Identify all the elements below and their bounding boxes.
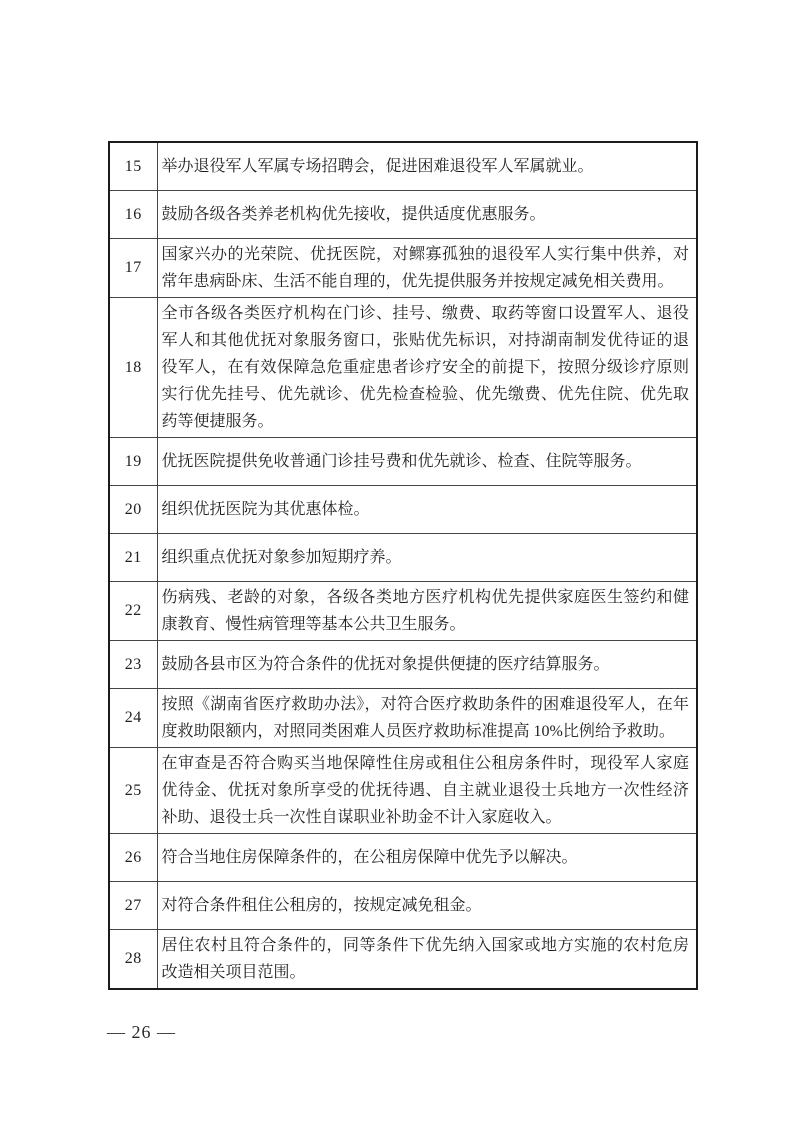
table-row [109,142,697,190]
row-number: 20 [109,485,157,533]
table-row [109,581,697,640]
row-text: 全市各级各类医疗机构在门诊、挂号、缴费、取药等窗口设置军人、退役军人和其他优抚对象服务窗口，张贴优先标识，对持湖南制发优待证的退役军人，在有效保障急危重症患者诊疗安全的前提下，按照分级诊疗原则实行优先挂号、优先就诊、优先检查检验、优先缴费、优先住院、优先取药等便捷服务。 [157,297,697,437]
row-number: 18 [109,297,157,437]
row-text: 举办退役军人军属专场招聘会，促进困难退役军人军属就业。 [157,142,697,190]
table-row [109,238,697,297]
row-text: 优抚医院提供免收普通门诊挂号费和优先就诊、检查、住院等服务。 [157,437,697,485]
row-number: 23 [109,640,157,688]
row-number: 16 [109,190,157,238]
row-text: 国家兴办的光荣院、优抚医院，对鳏寡孤独的退役军人实行集中供养，对常年患病卧床、生活不能自理的，优先提供服务并按规定减免相关费用。 [157,238,697,297]
row-number: 26 [109,833,157,881]
table-row [109,437,697,485]
row-text: 伤病残、老龄的对象，各级各类地方医疗机构优先提供家庭医生签约和健康教育、慢性病管理等基本公共卫生服务。 [157,581,697,640]
row-number: 28 [109,929,157,989]
table-row [109,688,697,747]
table-row [109,747,697,833]
row-number: 25 [109,747,157,833]
row-number: 15 [109,142,157,190]
row-text: 鼓励各县市区为符合条件的优抚对象提供便捷的医疗结算服务。 [157,640,697,688]
row-number: 19 [109,437,157,485]
row-number: 27 [109,881,157,929]
row-text: 对符合条件租住公租房的，按规定减免租金。 [157,881,697,929]
row-text: 在审查是否符合购买当地保障性住房或租住公租房条件时，现役军人家庭优待金、优抚对象所享受的优抚待遇、自主就业退役士兵地方一次性经济补助、退役士兵一次性自谋职业补助金不计入家庭收入。 [157,747,697,833]
row-number: 17 [109,238,157,297]
table-row [109,833,697,881]
benefits-table [108,141,698,990]
row-text: 组织优抚医院为其优惠体检。 [157,485,697,533]
table-row [109,640,697,688]
table-row [109,533,697,581]
row-number: 22 [109,581,157,640]
table-row [109,485,697,533]
page-number: — 26 — [107,1022,176,1042]
table-row [109,881,697,929]
row-text: 居住农村且符合条件的，同等条件下优先纳入国家或地方实施的农村危房改造相关项目范围。 [157,929,697,989]
row-text: 组织重点优抚对象参加短期疗养。 [157,533,697,581]
row-text: 鼓励各级各类养老机构优先接收，提供适度优惠服务。 [157,190,697,238]
row-number: 21 [109,533,157,581]
row-number: 24 [109,688,157,747]
row-text: 按照《湖南省医疗救助办法》，对符合医疗救助条件的困难退役军人，在年度救助限额内，对照同类困难人员医疗救助标准提高 10%比例给予救助。 [157,688,697,747]
table-row [109,297,697,437]
row-text: 符合当地住房保障条件的，在公租房保障中优先予以解决。 [157,833,697,881]
table-row [109,929,697,989]
table-body [109,142,697,989]
table-row [109,190,697,238]
